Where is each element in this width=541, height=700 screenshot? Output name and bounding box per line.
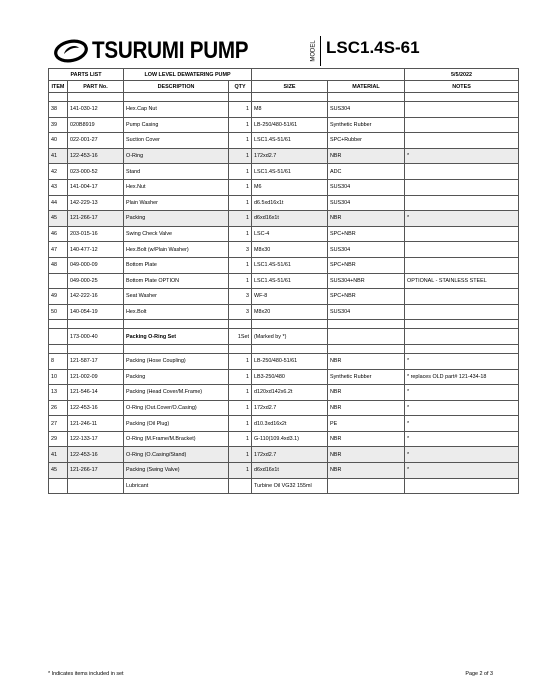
spacer-cell — [49, 344, 68, 353]
item-cell — [49, 478, 68, 494]
description-cell: Packing (Swing Valve) — [124, 463, 229, 479]
item-cell: 47 — [49, 242, 68, 258]
spacer-cell — [229, 320, 252, 329]
table-row — [49, 117, 519, 133]
description-cell: Bottom Plate OPTION — [124, 273, 229, 289]
table-row — [49, 148, 519, 164]
material-cell: SPC+NBR — [328, 257, 405, 273]
item-cell — [49, 329, 68, 345]
description-cell: Seat Washer — [124, 289, 229, 305]
material-cell: SUS304 — [328, 102, 405, 118]
part-number-cell: 121-266-17 — [68, 463, 124, 479]
table-row — [49, 416, 519, 432]
table-row — [49, 102, 519, 118]
description-cell: Packing (Oil Plug) — [124, 416, 229, 432]
material-cell: PE — [328, 416, 405, 432]
table-title-row — [49, 69, 519, 81]
material-cell: NBR — [328, 447, 405, 463]
size-cell: d10.3xd16x2t — [252, 416, 328, 432]
part-number-cell: 049-000-25 — [68, 273, 124, 289]
notes-cell — [405, 117, 519, 133]
qty-cell: 1 — [229, 416, 252, 432]
material-cell — [328, 478, 405, 494]
tsurumi-logo — [54, 36, 274, 66]
part-number-cell: 049-000-09 — [68, 257, 124, 273]
table-row — [49, 431, 519, 447]
qty-cell: 1 — [229, 273, 252, 289]
item-cell: 41 — [49, 447, 68, 463]
notes-cell: OPTIONAL - STAINLESS STEEL — [405, 273, 519, 289]
material-cell: NBR — [328, 463, 405, 479]
size-cell: d6.5xd16x1t — [252, 195, 328, 211]
col-notes-header: NOTES — [405, 81, 519, 93]
notes-cell — [405, 289, 519, 305]
spacer-cell — [328, 344, 405, 353]
table-row — [49, 478, 519, 494]
table-row — [49, 242, 519, 258]
col-part-header: PART No. — [68, 81, 124, 93]
spacer-row — [49, 344, 519, 353]
spacer-cell — [68, 93, 124, 102]
table-row — [49, 369, 519, 385]
set-header-row — [49, 329, 519, 345]
model-divider — [320, 36, 321, 66]
part-number-cell: 122-453-16 — [68, 447, 124, 463]
table-row — [49, 353, 519, 369]
part-number-cell: 022-001-27 — [68, 133, 124, 149]
table-row — [49, 463, 519, 479]
spacer-cell — [252, 93, 328, 102]
table-row — [49, 179, 519, 195]
spacer-row — [49, 93, 519, 102]
notes-cell: * — [405, 400, 519, 416]
item-cell: 27 — [49, 416, 68, 432]
description-cell: Swing Check Valve — [124, 226, 229, 242]
material-cell: SUS304 — [328, 242, 405, 258]
part-number-cell: 122-453-16 — [68, 400, 124, 416]
parts-list-label: PARTS LIST — [49, 69, 124, 81]
notes-cell — [405, 226, 519, 242]
material-cell: SPC+NBR — [328, 226, 405, 242]
spacer-cell — [405, 344, 519, 353]
notes-cell — [405, 257, 519, 273]
part-number-cell: 141-030-12 — [68, 102, 124, 118]
part-number-cell: 020B8919 — [68, 117, 124, 133]
description-cell: Suction Cover — [124, 133, 229, 149]
size-cell: M8 — [252, 102, 328, 118]
notes-cell — [405, 179, 519, 195]
spacer-cell — [49, 93, 68, 102]
description-cell: Packing O-Ring Set — [124, 329, 229, 345]
col-description-header: DESCRIPTION — [124, 81, 229, 93]
item-cell: 41 — [49, 148, 68, 164]
description-cell: Plain Washer — [124, 195, 229, 211]
material-cell: NBR — [328, 353, 405, 369]
item-cell: 38 — [49, 102, 68, 118]
col-material-header: MATERIAL — [328, 81, 405, 93]
item-cell: 49 — [49, 289, 68, 305]
material-cell: SUS304+NBR — [328, 273, 405, 289]
material-cell: NBR — [328, 148, 405, 164]
item-cell: 10 — [49, 369, 68, 385]
size-cell: LSC1.4S-51/61 — [252, 273, 328, 289]
notes-cell — [405, 102, 519, 118]
notes-cell: * — [405, 416, 519, 432]
spacer-cell — [229, 93, 252, 102]
size-cell: LB-250/480-51/61 — [252, 353, 328, 369]
part-number-cell: 121-002-09 — [68, 369, 124, 385]
notes-cell — [405, 478, 519, 494]
spacer-cell — [124, 320, 229, 329]
part-number-cell: 121-546-14 — [68, 385, 124, 401]
material-cell — [328, 329, 405, 345]
qty-cell: 1 — [229, 369, 252, 385]
item-cell — [49, 273, 68, 289]
part-number-cell: 141-004-17 — [68, 179, 124, 195]
notes-cell — [405, 242, 519, 258]
table-row — [49, 447, 519, 463]
description-cell: Pump Casing — [124, 117, 229, 133]
item-cell: 42 — [49, 164, 68, 180]
description-cell: Bottom Plate — [124, 257, 229, 273]
qty-cell: 1 — [229, 211, 252, 227]
item-cell: 50 — [49, 304, 68, 320]
qty-cell: 3 — [229, 289, 252, 305]
title-blank — [252, 69, 405, 81]
qty-cell: 1 — [229, 431, 252, 447]
table-row — [49, 289, 519, 305]
footnote: * Indicates items included in set — [48, 671, 124, 677]
table-row — [49, 164, 519, 180]
part-number-cell: 122-453-16 — [68, 148, 124, 164]
size-cell: LSC-4 — [252, 226, 328, 242]
table-row — [49, 133, 519, 149]
notes-cell: * — [405, 353, 519, 369]
description-cell: Hex.Bolt (w/Plain Washer) — [124, 242, 229, 258]
spacer-cell — [252, 344, 328, 353]
description-cell: Packing (Head Cover/M.Frame) — [124, 385, 229, 401]
table-row — [49, 385, 519, 401]
qty-cell: 1Set — [229, 329, 252, 345]
model-label: MODEL — [310, 40, 317, 62]
description-cell: Packing — [124, 369, 229, 385]
item-cell: 45 — [49, 463, 68, 479]
notes-cell — [405, 133, 519, 149]
material-cell: NBR — [328, 385, 405, 401]
description-cell: O-Ring (Out.Cover/O.Casing) — [124, 400, 229, 416]
qty-cell: 1 — [229, 179, 252, 195]
spacer-row — [49, 320, 519, 329]
part-number-cell: 122-133-17 — [68, 431, 124, 447]
size-cell: G-110(109.4xd3.1) — [252, 431, 328, 447]
spacer-cell — [49, 320, 68, 329]
spacer-cell — [328, 320, 405, 329]
qty-cell — [229, 478, 252, 494]
notes-cell — [405, 304, 519, 320]
spacer-cell — [405, 320, 519, 329]
size-cell: 172xd2.7 — [252, 447, 328, 463]
size-cell: M8x30 — [252, 242, 328, 258]
part-number-cell — [68, 478, 124, 494]
col-size-header: SIZE — [252, 81, 328, 93]
size-cell: d120xd142x6.2t — [252, 385, 328, 401]
swirl-logo-icon — [54, 39, 88, 63]
description-cell: Hex.Nut — [124, 179, 229, 195]
col-item-header: ITEM — [49, 81, 68, 93]
table-row — [49, 400, 519, 416]
description-cell: Stand — [124, 164, 229, 180]
qty-cell: 1 — [229, 463, 252, 479]
item-cell: 13 — [49, 385, 68, 401]
part-number-cell: 140-477-12 — [68, 242, 124, 258]
qty-cell: 1 — [229, 257, 252, 273]
size-cell: Turbine Oil VG32 155ml — [252, 478, 328, 494]
document-date: 5/5/2022 — [405, 69, 519, 81]
notes-cell: * — [405, 447, 519, 463]
size-cell: M8x20 — [252, 304, 328, 320]
material-cell: SUS304 — [328, 304, 405, 320]
size-cell: M6 — [252, 179, 328, 195]
model-number: LSC1.4S-61 — [326, 38, 420, 57]
size-cell: LSC1.4S-51/61 — [252, 164, 328, 180]
spacer-cell — [68, 320, 124, 329]
description-cell: O-Ring (M.Frame/M.Bracket) — [124, 431, 229, 447]
material-cell: Synthetic Rubber — [328, 117, 405, 133]
item-cell: 26 — [49, 400, 68, 416]
size-cell: 172xd2.7 — [252, 400, 328, 416]
material-cell: SUS304 — [328, 195, 405, 211]
item-cell: 43 — [49, 179, 68, 195]
qty-cell: 1 — [229, 226, 252, 242]
parts-body — [49, 93, 519, 494]
description-cell: Hex.Cap Nut — [124, 102, 229, 118]
col-qty-header: QTY — [229, 81, 252, 93]
description-cell: Lubricant — [124, 478, 229, 494]
spacer-cell — [124, 93, 229, 102]
spacer-cell — [405, 93, 519, 102]
notes-cell: * — [405, 385, 519, 401]
description-cell: Hex.Bolt — [124, 304, 229, 320]
brand-name: TSURUMI PUMP — [92, 37, 249, 64]
column-header-row — [49, 81, 519, 93]
notes-cell — [405, 329, 519, 345]
description-cell: Packing (Hose Coupling) — [124, 353, 229, 369]
qty-cell: 1 — [229, 133, 252, 149]
notes-cell: * — [405, 148, 519, 164]
notes-cell: * replaces OLD part# 121-434-18 — [405, 369, 519, 385]
qty-cell: 1 — [229, 400, 252, 416]
size-cell: d6xd16x1t — [252, 211, 328, 227]
document-header — [48, 34, 518, 68]
item-cell: 44 — [49, 195, 68, 211]
part-number-cell: 173-000-40 — [68, 329, 124, 345]
qty-cell: 3 — [229, 242, 252, 258]
part-number-cell: 140-054-19 — [68, 304, 124, 320]
spacer-cell — [124, 344, 229, 353]
spacer-cell — [252, 320, 328, 329]
table-row — [49, 211, 519, 227]
notes-cell: * — [405, 431, 519, 447]
qty-cell: 1 — [229, 385, 252, 401]
part-number-cell: 142-229-13 — [68, 195, 124, 211]
description-cell: O-Ring (O.Casing/Stand) — [124, 447, 229, 463]
spacer-cell — [229, 344, 252, 353]
qty-cell: 1 — [229, 353, 252, 369]
item-cell: 40 — [49, 133, 68, 149]
item-cell: 29 — [49, 431, 68, 447]
spacer-cell — [68, 344, 124, 353]
material-cell: ADC — [328, 164, 405, 180]
item-cell: 45 — [49, 211, 68, 227]
size-cell: WF-8 — [252, 289, 328, 305]
qty-cell: 1 — [229, 195, 252, 211]
size-cell: LB-250/480-51/61 — [252, 117, 328, 133]
item-cell: 39 — [49, 117, 68, 133]
table-row — [49, 195, 519, 211]
table-row — [49, 304, 519, 320]
qty-cell: 1 — [229, 117, 252, 133]
qty-cell: 1 — [229, 447, 252, 463]
qty-cell: 1 — [229, 164, 252, 180]
pump-type-title: LOW LEVEL DEWATERING PUMP — [124, 69, 252, 81]
material-cell: NBR — [328, 431, 405, 447]
part-number-cell: 023-000-52 — [68, 164, 124, 180]
part-number-cell: 142-222-16 — [68, 289, 124, 305]
material-cell: NBR — [328, 211, 405, 227]
description-cell: O-Ring — [124, 148, 229, 164]
size-cell: d6xd16x1t — [252, 463, 328, 479]
item-cell: 8 — [49, 353, 68, 369]
part-number-cell: 121-246-11 — [68, 416, 124, 432]
notes-cell: * — [405, 463, 519, 479]
material-cell: NBR — [328, 400, 405, 416]
item-cell: 46 — [49, 226, 68, 242]
table-row — [49, 226, 519, 242]
page-number: Page 2 of 3 — [465, 671, 493, 677]
size-cell: LB3-250/480 — [252, 369, 328, 385]
size-cell: (Marked by *) — [252, 329, 328, 345]
item-cell: 48 — [49, 257, 68, 273]
part-number-cell: 121-587-17 — [68, 353, 124, 369]
part-number-cell: 203-015-16 — [68, 226, 124, 242]
spacer-cell — [328, 93, 405, 102]
table-row — [49, 273, 519, 289]
qty-cell: 3 — [229, 304, 252, 320]
material-cell: SPC+Rubber — [328, 133, 405, 149]
notes-cell — [405, 195, 519, 211]
material-cell: Synthetic Rubber — [328, 369, 405, 385]
size-cell: 172xd2.7 — [252, 148, 328, 164]
material-cell: SPC+NBR — [328, 289, 405, 305]
qty-cell: 1 — [229, 148, 252, 164]
table-row — [49, 257, 519, 273]
material-cell: SUS304 — [328, 179, 405, 195]
description-cell: Packing — [124, 211, 229, 227]
notes-cell: * — [405, 211, 519, 227]
part-number-cell: 121-266-17 — [68, 211, 124, 227]
parts-table — [48, 68, 519, 494]
size-cell: LSC1.4S-51/61 — [252, 133, 328, 149]
qty-cell: 1 — [229, 102, 252, 118]
notes-cell — [405, 164, 519, 180]
size-cell: LSC1.4S-51/61 — [252, 257, 328, 273]
